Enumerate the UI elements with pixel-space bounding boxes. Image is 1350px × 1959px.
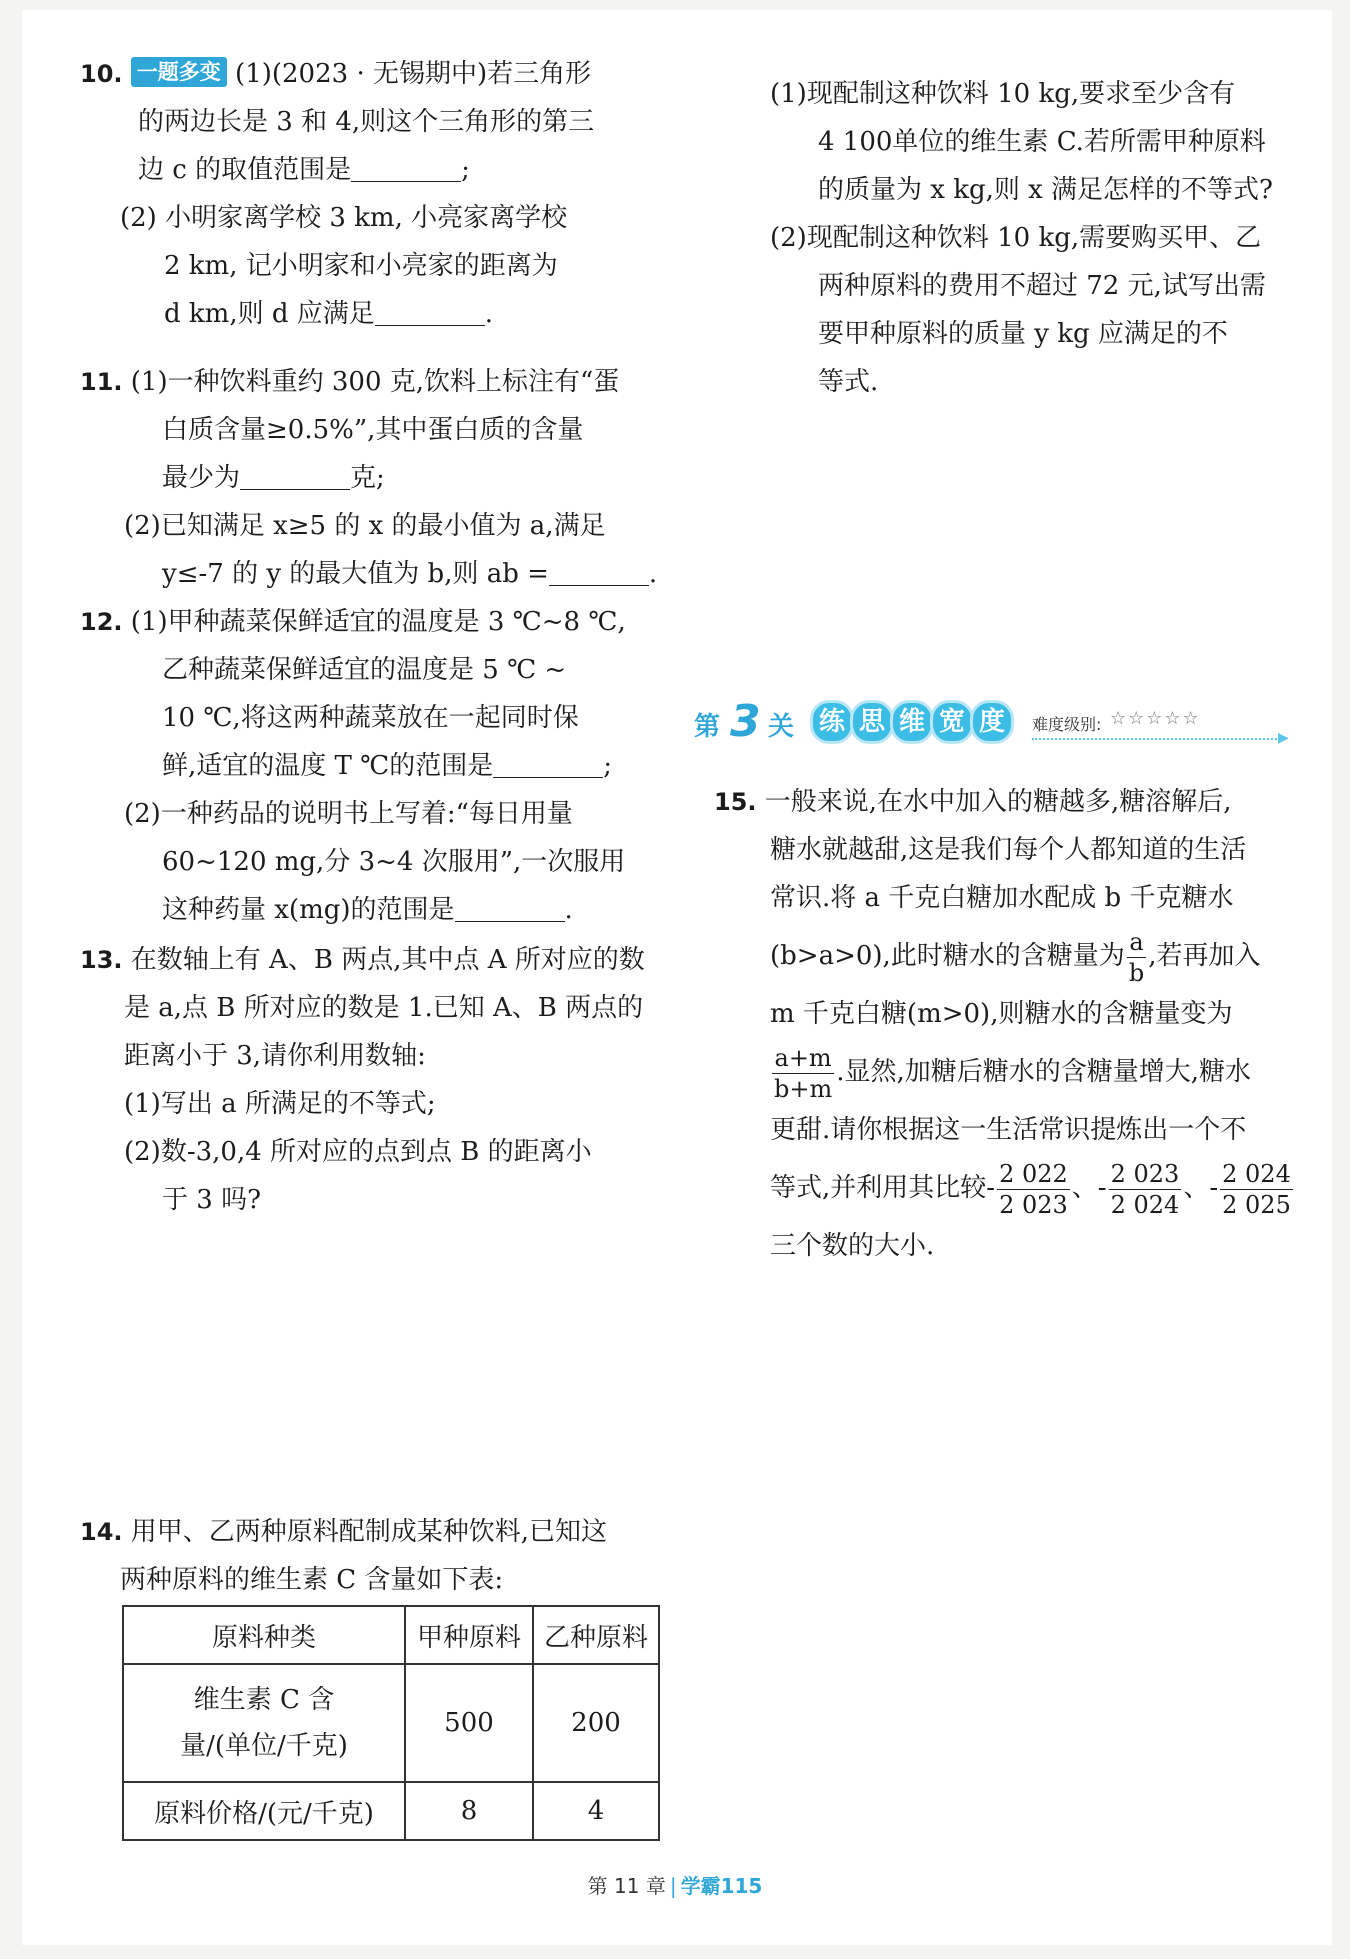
question-text: ,若再加入: [1148, 941, 1261, 971]
question-text: 糖水就越甜,这是我们每个人都知道的生活: [770, 835, 1247, 865]
question-14-continued: [770, 70, 1310, 406]
answer-blank[interactable]: [549, 559, 649, 586]
question-13: [80, 936, 670, 1224]
denominator: b+m: [774, 1074, 833, 1103]
difficulty-label: 难度级别:: [1032, 715, 1102, 734]
table-header: 乙种原料: [533, 1606, 659, 1664]
title-char: 度: [970, 700, 1014, 744]
section-header: [692, 696, 1292, 752]
table-header: 原料种类: [123, 1606, 405, 1664]
table-cell: 500: [405, 1664, 533, 1782]
numerator: a: [1127, 927, 1146, 958]
denominator: b: [1128, 958, 1145, 987]
table-cell: [123, 1664, 405, 1782]
page-number: 115: [720, 1874, 763, 1898]
question-text: .: [648, 559, 658, 589]
numerator: 2 024: [1222, 1159, 1291, 1188]
question-text: .显然,加糖后糖水的含糖量增大,糖水: [836, 1057, 1252, 1087]
cell-text: 量/(单位/千克): [180, 1731, 348, 1761]
question-text: 要甲种原料的质量 y kg 应满足的不: [818, 319, 1228, 349]
fraction: [772, 1043, 834, 1104]
question-text: 2 km, 记小明家和小亮家的距离为: [164, 251, 558, 281]
question-text: 最少为: [162, 463, 241, 493]
cell-text: 维生素 C 含: [193, 1685, 335, 1715]
title-char: 维: [890, 700, 934, 744]
chapter-label: 第 11 章: [587, 1874, 666, 1898]
question-text: (2)已知满足 x≥5 的 x 的最小值为 a,满足: [124, 511, 606, 541]
question-text: ;: [603, 751, 612, 781]
table-cell: 200: [533, 1664, 659, 1782]
question-text: (1)(2023 · 无锡期中)若三角形: [235, 59, 592, 89]
question-text: 10 ℃,将这两种蔬菜放在一起同时保: [162, 703, 579, 733]
question-text: 两种原料的费用不超过 72 元,试写出需: [818, 271, 1266, 301]
numerator: 2 022: [999, 1159, 1068, 1188]
question-text: 等式,并利用其比较: [770, 1173, 987, 1203]
question-text: 一般来说,在水中加入的糖越多,糖溶解后,: [764, 787, 1232, 817]
question-text: 这种药量 x(mg)的范围是: [162, 895, 455, 925]
fraction: [1220, 1159, 1293, 1220]
denominator: 2 025: [1222, 1190, 1291, 1219]
answer-blank[interactable]: [493, 751, 603, 778]
numerator: 2 023: [1110, 1159, 1180, 1188]
vitamin-table: [122, 1605, 660, 1841]
question-text: 在数轴上有 A、B 两点,其中点 A 所对应的数: [130, 945, 645, 975]
section-title: [810, 700, 1010, 744]
section-number: 3: [730, 696, 761, 747]
numerator: a+m: [772, 1043, 834, 1074]
question-text: 三个数的大小.: [770, 1231, 935, 1261]
answer-blank[interactable]: [351, 155, 461, 182]
fraction: [1109, 1159, 1182, 1220]
question-number: 12.: [80, 608, 123, 636]
question-text: (1)现配制这种饮料 10 kg,要求至少含有: [770, 79, 1236, 109]
question-text: 60~120 mg,分 3~4 次服用”,一次服用: [162, 847, 626, 877]
table-cell: 原料价格/(元/千克): [123, 1782, 405, 1840]
minus-sign: -: [986, 1173, 996, 1203]
fraction: [1127, 927, 1146, 988]
question-text: 4 100单位的维生素 C.若所需甲种原料: [818, 127, 1266, 157]
question-text: (1)写出 a 所满足的不等式;: [124, 1089, 436, 1119]
question-text: (1)甲种蔬菜保鲜适宜的温度是 3 ℃~8 ℃,: [130, 607, 626, 637]
question-text: 用甲、乙两种原料配制成某种饮料,已知这: [130, 1517, 608, 1547]
answer-blank[interactable]: [375, 299, 485, 326]
question-text: (2)一种药品的说明书上写着:“每日用量: [124, 799, 573, 829]
question-text: (2)现配制这种饮料 10 kg,需要购买甲、乙: [770, 223, 1262, 253]
question-text: 两种原料的维生素 C 含量如下表:: [120, 1565, 504, 1595]
dotted-divider: [1032, 738, 1284, 740]
question-number: 11.: [80, 368, 123, 396]
section-suffix: 关: [768, 712, 795, 742]
separator: 、: [1071, 1173, 1098, 1203]
difficulty-stars: ☆☆☆☆☆: [1110, 708, 1201, 729]
separator: 、: [1183, 1173, 1210, 1203]
title-char: 思: [850, 700, 894, 744]
fraction: [997, 1159, 1070, 1220]
question-text: y≤-7 的 y 的最大值为 b,则 ab =: [162, 559, 549, 589]
question-10: [80, 50, 670, 338]
question-text: .: [484, 299, 494, 329]
question-11: [80, 358, 670, 598]
question-text: ;: [461, 155, 470, 185]
page-footer: [0, 1870, 1350, 1899]
brand-label: 学霸: [680, 1874, 721, 1898]
question-text: 常识.将 a 千克白糖加水配成 b 千克糖水: [770, 883, 1234, 913]
answer-blank[interactable]: [455, 895, 565, 922]
question-text: 鲜,适宜的温度 T ℃的范围是: [162, 751, 494, 781]
title-char: 练: [810, 700, 854, 744]
question-text: d km,则 d 应满足: [164, 299, 375, 329]
question-text: 是 a,点 B 所对应的数是 1.已知 A、B 两点的: [124, 993, 644, 1023]
question-number: 14.: [80, 1518, 123, 1546]
question-14: [80, 1508, 670, 1604]
question-text: (2) 小明家离学校 3 km, 小亮家离学校: [120, 203, 568, 233]
question-text: 等式.: [818, 367, 879, 397]
table-cell: 4: [533, 1782, 659, 1840]
question-text: 更甜.请你根据这一生活常识提炼出一个不: [770, 1115, 1247, 1145]
question-text: 的质量为 x kg,则 x 满足怎样的不等式?: [818, 175, 1273, 205]
question-12: [80, 598, 670, 934]
question-text: 于 3 吗?: [162, 1185, 262, 1215]
denominator: 2 023: [999, 1190, 1068, 1219]
title-char: 宽: [930, 700, 974, 744]
question-text: 克;: [350, 463, 385, 493]
answer-blank[interactable]: [240, 463, 350, 490]
question-text: (2)数-3,0,4 所对应的点到点 B 的距离小: [124, 1137, 592, 1167]
question-15: [714, 778, 1314, 1270]
section-prefix: 第: [694, 712, 721, 742]
question-text: m 千克白糖(m>0),则糖水的含糖量变为: [770, 999, 1233, 1029]
question-text: 边 c 的取值范围是: [138, 155, 352, 185]
question-text: 白质含量≥0.5%”,其中蛋白质的含量: [162, 415, 584, 445]
question-number: 10.: [80, 60, 123, 88]
denominator: 2 024: [1110, 1190, 1180, 1219]
arrow-icon: ▶: [1278, 730, 1289, 746]
question-number: 15.: [714, 788, 757, 816]
question-text: 距离小于 3,请你利用数轴:: [124, 1041, 426, 1071]
minus-sign: -: [1209, 1173, 1219, 1203]
minus-sign: -: [1097, 1173, 1107, 1203]
question-text: 乙种蔬菜保鲜适宜的温度是 5 ℃ ~: [162, 655, 567, 685]
question-text: (b>a>0),此时糖水的含糖量为: [770, 941, 1125, 971]
variant-tag: 一题多变: [131, 57, 227, 87]
question-number: 13.: [80, 946, 123, 974]
table-header: 甲种原料: [405, 1606, 533, 1664]
question-text: .: [564, 895, 573, 925]
footer-divider: |: [669, 1874, 677, 1898]
question-text: (1)一种饮料重约 300 克,饮料上标注有“蛋: [130, 367, 620, 397]
question-text: 的两边长是 3 和 4,则这个三角形的第三: [138, 107, 595, 137]
table-cell: 8: [405, 1782, 533, 1840]
